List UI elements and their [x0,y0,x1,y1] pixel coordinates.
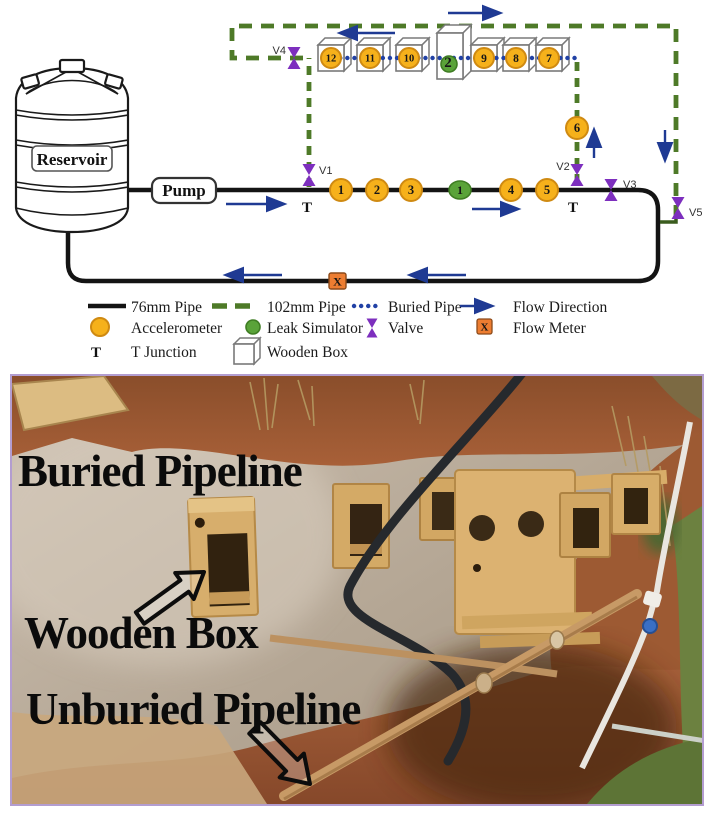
leak-simulator-2-label: 2 [444,55,452,71]
legend-wooden-box-label: Wooden Box [267,344,348,361]
accelerometer-4-label: 4 [507,183,515,197]
legend-valve-swatch [367,319,378,338]
pump-label: Pump [162,181,206,200]
pump [152,178,216,203]
blue-pipe-fitting [643,619,657,633]
legend-102mm-pipe-label: 102mm Pipe [267,299,346,316]
accelerometer-5-label: 5 [543,183,551,197]
valve-v2-label: V2 [556,161,570,173]
valve-v3-label: V3 [623,179,637,191]
valve-v5-label: V5 [689,207,703,219]
reservoir [16,60,128,232]
accelerometer-8-label: 8 [513,53,519,65]
valve-v4-label: V4 [272,45,286,57]
photo-wooden-box-main [188,497,258,617]
leak-simulator-2 [441,55,457,72]
wooden-box-label: Wooden Box [24,608,258,658]
legend-accelerometer-swatch [91,318,109,336]
accelerometer-12-label: 12 [325,53,337,65]
valve-v1 [303,164,316,186]
t-junction-2: T [567,200,579,216]
accelerometer-2-label: 2 [373,183,381,197]
testbed-photo [10,374,704,806]
accelerometer-11-label: 11 [365,53,375,65]
accelerometer-10-label: 10 [403,53,415,65]
buried-pipeline-label: Buried Pipeline [18,446,302,496]
unburied-pipeline-label: Unburied Pipeline [26,684,361,734]
t-junction-1: T [301,200,313,216]
legend-flow-meter-label: Flow Meter [513,320,586,337]
legend-wooden-box-swatch [234,338,260,364]
accelerometer-1-label: 1 [337,183,345,197]
legend-leak-simulator-label: Leak Simulator [267,320,363,337]
legend-accelerometer-label: Accelerometer [131,320,223,337]
accelerometer-9-label: 9 [481,53,487,65]
photo-wooden-box-4 [560,493,610,557]
flow-meter-label: X [333,274,342,289]
accelerometer-3-label: 3 [407,183,415,197]
accelerometer-7-label: 7 [546,53,552,65]
legend-flow-direction-label: Flow Direction [513,299,608,316]
legend-buried-pipe-label: Buried Pipe [388,299,462,316]
pipe-coupling [476,673,492,693]
valve-v2 [571,164,584,186]
reservoir-label: Reservoir [36,150,108,169]
legend-t-junction-label: T Junction [131,344,197,361]
accelerometer-6-label: 6 [573,121,581,135]
photo-wooden-box-5 [612,474,660,534]
pipe-coupling [550,631,564,649]
valve-v5 [672,197,685,219]
photo-wooden-box-2 [333,484,389,568]
legend [88,299,608,364]
legend-flow-meter-x: X [480,321,489,334]
leak-simulator-1-label: 1 [457,183,463,197]
legend-leak-simulator-swatch [246,320,260,334]
leak-simulator-1 [449,181,471,199]
photo-scenery [12,376,702,804]
valve-v1-label: V1 [319,165,333,177]
legend-76mm-pipe-label: 76mm Pipe [131,299,203,316]
legend-t-junction-swatch: T [90,345,102,361]
legend-flow-meter-swatch [477,319,492,334]
flow-meter [329,273,346,289]
pipeline-schematic [0,0,712,372]
legend-valve-label: Valve [388,320,424,337]
